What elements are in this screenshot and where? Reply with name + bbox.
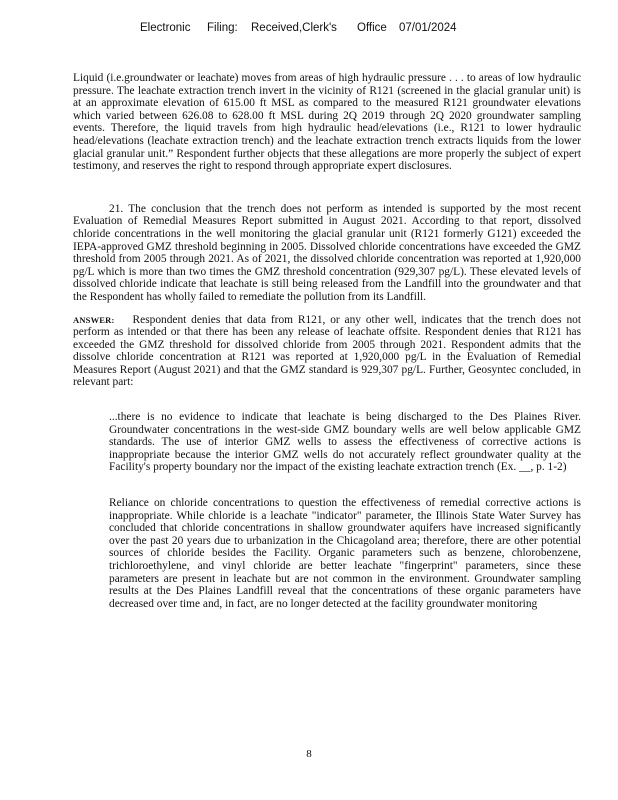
header-electronic: Electronic xyxy=(140,22,191,34)
header-date: 07/01/2024 xyxy=(399,22,457,34)
header-filing: Filing: xyxy=(207,22,238,34)
block-quote-2: Reliance on chloride concentrations to question the effectiveness of remedial corrective actions is inappropriate. While chloride is a leachate "indicator" parameter, the Illinois State Water Survey has concluded that chloride concentrations in shallow groundwater aquifers have increased significantly over the past 20 years due to urbanization in the Chicagoland area; therefore, there are other potential sources of chloride besides the Facility. Organic parameters such as benzene, chlorobenzene, trichloroethylene, and vinyl chloride are better leachate "fingerprint" parameters, since these parameters are present in leachate but are not common in the environment. Groundwater sampling results at the Des Plaines Landfill reveal that the concentrations of these organic parameters have decreased over time and, in fact, are no longer detected at the facility groundwater monitoring xyxy=(109,497,581,610)
block-quote-1: ...there is no evidence to indicate that leachate is being discharged to the Des Plaines River. Groundwater concentrations in the west-side GMZ boundary wells are well below applicable GMZ standards. The use of interior GMZ wells to assess the effectiveness of corrective actions is inappropriate because the interior GMZ wells do not accurately reflect groundwater quality at the Facility's property boundary nor the impact of the existing leachate extraction trench (Ex. __, p. 1-2) xyxy=(109,411,581,474)
answer-text: Respondent denies that data from R121, or any other well, indicates that the trench does not perform as intended or that there has been any release of leachate offsite. Respondent denies that R121 has exceeded the GMZ threshold for dissolved chloride from 2005 through 2021. Respondent admits that the dissolve chloride concentration at R121 was reported at 1,920,000 pg/L in the Evaluation of Remedial Measures Report (August 2021) and that the GMZ standard is 929,307 pg/L. Further, Geosyntec concluded, in relevant part: xyxy=(73,313,581,389)
document-body xyxy=(73,72,581,610)
answer-label: ANSWER: xyxy=(73,314,115,325)
paragraph-21: 21. The conclusion that the trench does not perform as intended is supported by the most recent Evaluation of Remedial Measures Report submitted in August 2021. According to that report, dissolved chloride concentrations in the well monitoring the glacial granular unit (R121 formerly G121) exceeded the IEPA-approved GMZ threshold beginning in 2005. Dissolved chloride concentrations have exceeded the GMZ threshold from 2005 through 2021. As of 2021, the dissolved chloride concentration was reported at 1,920,000 pg/L which is more than two times the GMZ threshold concentration (929,307 pg/L). These elevated levels of dissolved chloride indicate that leachate is still being released from the Landfill into the groundwater and that the Respondent has wholly failed to remediate the pollution from its Landfill. xyxy=(73,202,581,303)
answer-paragraph xyxy=(73,314,581,390)
header-office: Office xyxy=(357,22,387,34)
header-received: Received,Clerk's xyxy=(251,22,337,34)
paragraph-continued: Liquid (i.e.groundwater or leachate) moves from areas of high hydraulic pressure . . . to areas of low hydraulic pressure. The leachate extraction trench invert in the vicinity of R121 (screened in the glacial granular unit) is at an approximate elevation of 615.00 ft MSL as compared to the measured R121 groundwater elevations which varied between 626.08 to 628.00 ft MSL during 2Q 2019 through 2Q 2020 groundwater sampling events. Therefore, the liquid travels from high hydraulic head/elevations (i.e., R121 to lower hydraulic head/elevations (leachate extraction trench) and the leachate extraction trench extracts liquids from the lower glacial granular unit.” Respondent further objects that these allegations are more properly the subject of expert testimony, and reserves the right to respond through appropriate expert disclosures. xyxy=(73,72,581,173)
page-number: 8 xyxy=(306,748,312,760)
